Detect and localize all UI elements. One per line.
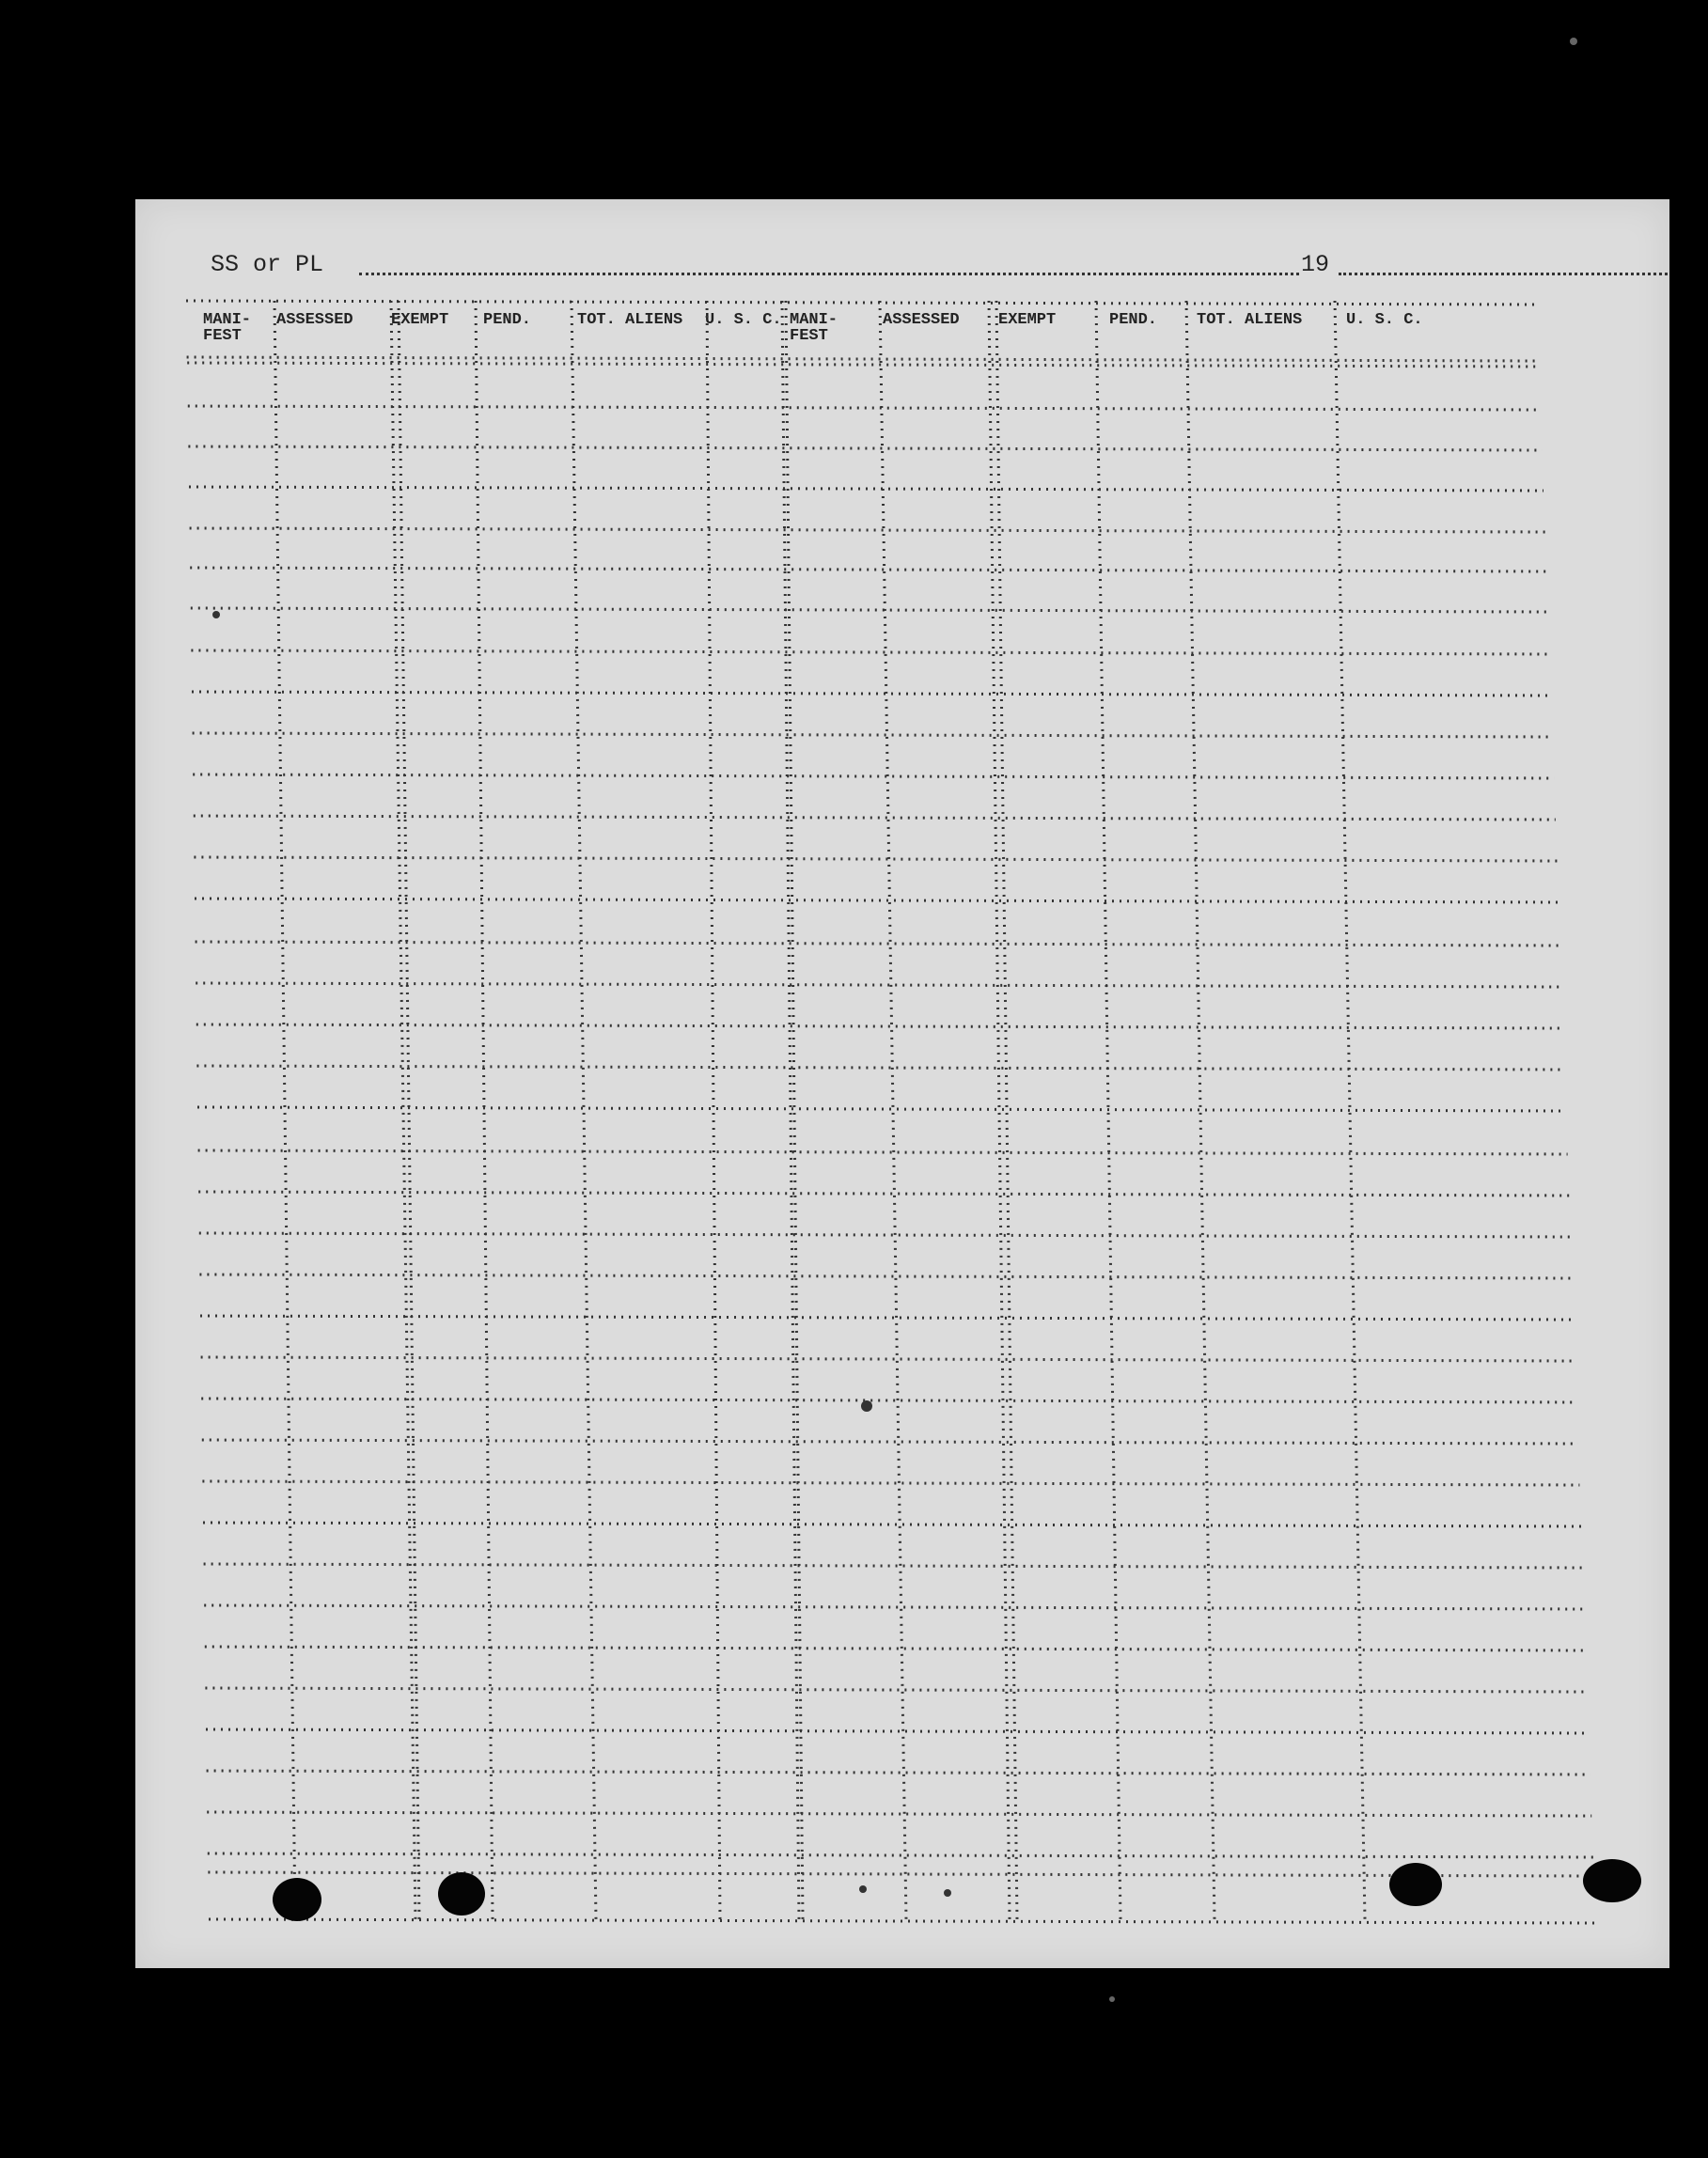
row-rule [198, 1192, 1569, 1196]
col-header-tot-aliens-1: TOT. ALIENS [577, 311, 683, 329]
ink-speck [859, 1885, 867, 1893]
row-rule [190, 528, 1545, 532]
col-header-pend-2: PEND. [1109, 311, 1158, 329]
row-rule [208, 1853, 1593, 1857]
col-header-exempt-1: EXEMPT [391, 311, 449, 329]
row-rule [187, 363, 1539, 367]
column-rule [1335, 301, 1365, 1919]
punch-hole [438, 1872, 485, 1916]
punch-hole [1389, 1863, 1442, 1906]
row-rule [204, 1605, 1584, 1609]
ss-or-pl-label: SS or PL [211, 251, 324, 278]
col-header-manifest-1: MANI- FEST [203, 311, 252, 345]
col-header-usc-1: U. S. C. [705, 311, 782, 329]
column-rule [476, 301, 493, 1919]
row-rule [193, 774, 1554, 778]
punch-hole [1583, 1859, 1641, 1902]
row-rule [190, 568, 1546, 571]
ink-speck [861, 1400, 872, 1412]
row-rule [195, 899, 1559, 902]
punch-hole [273, 1878, 321, 1921]
row-rule [207, 1771, 1590, 1775]
row-rule [196, 1024, 1563, 1028]
row-rule [187, 357, 1538, 361]
ink-speck [212, 611, 220, 618]
row-rule [188, 446, 1542, 450]
dotted-ruling-grid [135, 199, 1669, 1968]
row-rule [196, 942, 1560, 946]
column-rule [274, 301, 295, 1919]
column-rule [391, 301, 415, 1919]
column-rule [989, 301, 1010, 1919]
row-rule [191, 608, 1548, 612]
column-rule [572, 301, 596, 1919]
row-rule [194, 857, 1557, 861]
row-rule [192, 692, 1551, 696]
col-header-tot-aliens-2: TOT. ALIENS [1197, 311, 1303, 329]
row-rule [193, 733, 1553, 737]
year-prefix: 19 [1301, 251, 1330, 278]
col-header-exempt-2: EXEMPT [998, 311, 1057, 329]
ink-speck [944, 1889, 951, 1897]
row-rule [205, 1688, 1587, 1692]
film-speck [1570, 38, 1577, 45]
row-rule [191, 650, 1549, 654]
row-rule [197, 1107, 1566, 1111]
column-rule [399, 301, 419, 1919]
form-sheet [135, 199, 1669, 1968]
row-rule [199, 1274, 1572, 1278]
row-rule [202, 1440, 1578, 1444]
row-rule [209, 1919, 1596, 1923]
column-rule [996, 301, 1017, 1919]
column-rule [880, 301, 906, 1919]
row-rule [201, 1357, 1575, 1361]
row-rule [189, 487, 1543, 491]
row-rule [203, 1523, 1581, 1526]
row-rule [194, 816, 1556, 820]
col-header-usc-2: U. S. C. [1346, 311, 1423, 329]
col-header-assessed-1: ASSESSED [276, 311, 353, 329]
col-header-manifest-2: MANI- FEST [790, 311, 838, 345]
col-header-assessed-2: ASSESSED [883, 311, 960, 329]
film-speck [1109, 1996, 1115, 2002]
col-header-pend-1: PEND. [483, 311, 532, 329]
